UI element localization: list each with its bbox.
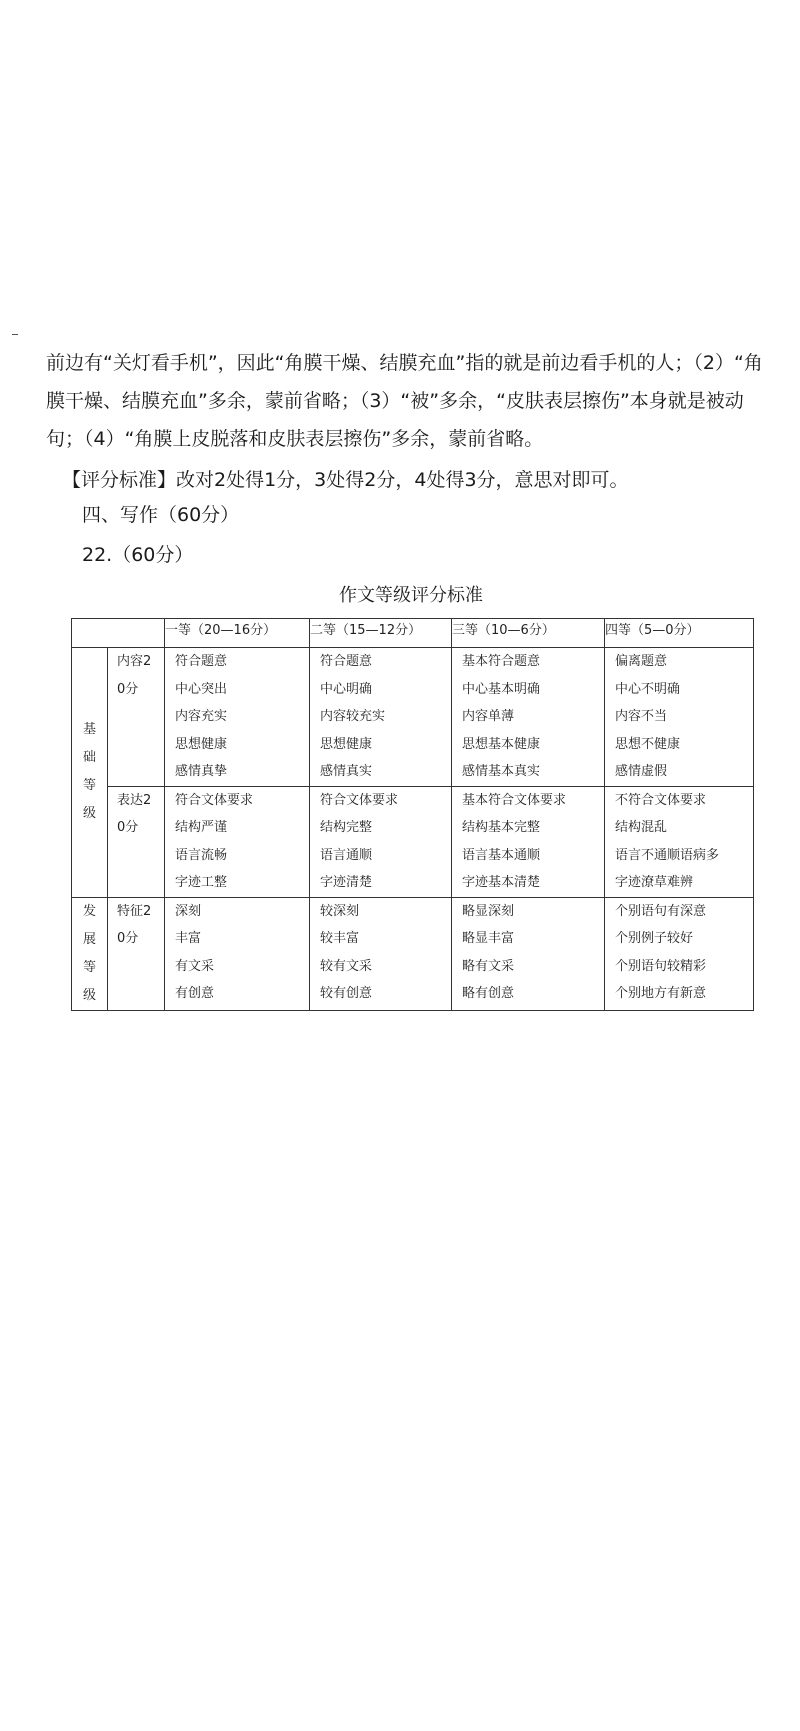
category-feature (108, 897, 165, 1010)
table-cell-line: 符合文体要求 (175, 792, 254, 808)
table-cell-line: 结构基本完整 (462, 820, 541, 835)
scoring-criteria: 【评分标准】改对2处得1分，3处得2分，4处得3分，意思对即可。 (62, 469, 629, 491)
table-cell-line: 0分 (117, 820, 139, 835)
table-cell-line: 内容2 (117, 654, 152, 669)
table-cell-line: 个别地方有新意 (615, 986, 707, 1001)
grading-table (71, 618, 754, 1011)
table-cell-line: 语言通顺 (320, 847, 373, 863)
table-cell-line: 中心明确 (320, 681, 373, 697)
table-row-expression (72, 786, 754, 897)
group-basic-level: 基 础 等 级 (72, 648, 108, 898)
category-content (108, 648, 165, 787)
table-cell-line: 感情真实 (320, 764, 373, 779)
expression-grade-3 (452, 786, 605, 897)
table-row-content (72, 648, 754, 787)
content-grade-1 (165, 648, 310, 787)
table-cell-line: 内容单薄 (462, 709, 515, 724)
feature-grade-1 (165, 897, 310, 1010)
table-cell-line: 语言基本通顺 (462, 847, 541, 863)
table-cell-line: 较有创意 (320, 986, 373, 1001)
table-cell-line: 内容充实 (175, 709, 228, 724)
table-cell-line: 不符合文体要求 (615, 792, 707, 808)
table-cell-line: 基本符合文体要求 (462, 792, 567, 808)
table-cell-line: 特征2 (117, 903, 152, 919)
table-cell-line: 中心基本明确 (462, 681, 541, 697)
table-cell-line: 字迹基本清楚 (462, 875, 541, 890)
table-cell-line: 偏离题意 (615, 654, 668, 669)
margin-mark (12, 334, 18, 335)
table-cell-line: 感情虚假 (615, 764, 668, 779)
table-cell-line: 较有文采 (320, 958, 373, 974)
table-cell-line: 中心突出 (175, 681, 228, 697)
table-title: 作文等级评分标准 (339, 585, 483, 606)
section-heading: 四、写作（60分） (82, 504, 240, 526)
table-cell-line: 略显丰富 (462, 931, 515, 946)
feature-grade-2 (310, 897, 452, 1010)
expression-grade-2 (310, 786, 452, 897)
table-cell-line: 结构完整 (320, 820, 373, 835)
table-cell-line: 字迹工整 (175, 875, 228, 890)
table-row-feature (72, 897, 754, 1010)
table-cell-line: 个别例子较好 (615, 931, 694, 946)
table-cell-line: 内容较充实 (320, 709, 386, 724)
table-cell-line: 结构混乱 (615, 820, 668, 835)
header-grade-3: 三等（10—6分） (452, 619, 605, 648)
table-cell-line: 0分 (117, 931, 139, 946)
question-number: 22.（60分） (82, 544, 194, 566)
corner-cell (72, 619, 165, 648)
table-cell-line: 思想健康 (175, 736, 228, 752)
table-cell-line: 语言不通顺语病多 (615, 847, 720, 863)
table-cell-line: 结构严谨 (175, 820, 228, 835)
header-grade-4: 四等（5—0分） (605, 619, 754, 648)
table-cell-line: 符合题意 (175, 654, 228, 669)
table-cell-line: 符合文体要求 (320, 792, 399, 808)
expression-grade-1 (165, 786, 310, 897)
table-cell-line: 字迹清楚 (320, 875, 373, 890)
table-cell-line: 基本符合题意 (462, 654, 541, 669)
table-cell-line: 略显深刻 (462, 903, 515, 919)
expression-grade-4 (605, 786, 754, 897)
table-cell-line: 略有文采 (462, 958, 515, 974)
table-cell-line: 思想健康 (320, 736, 373, 752)
feature-grade-4 (605, 897, 754, 1010)
table-cell-line: 0分 (117, 681, 139, 697)
table-cell-line: 感情基本真实 (462, 764, 541, 779)
table-cell-line: 思想不健康 (615, 736, 681, 752)
category-expression (108, 786, 165, 897)
table-cell-line: 个别语句有深意 (615, 903, 707, 919)
header-grade-2: 二等（15—12分） (310, 619, 452, 648)
table-cell-line: 丰富 (175, 931, 202, 946)
table-cell-line: 有创意 (175, 986, 215, 1001)
content-grade-4 (605, 648, 754, 787)
table-cell-line: 个别语句较精彩 (615, 958, 707, 974)
table-cell-line: 感情真挚 (175, 764, 228, 779)
table-cell-line: 语言流畅 (175, 847, 228, 863)
header-grade-1: 一等（20—16分） (165, 619, 310, 648)
table-cell-line: 中心不明确 (615, 681, 681, 697)
table-cell-line: 思想基本健康 (462, 736, 541, 752)
table-cell-line: 深刻 (175, 903, 202, 919)
table-cell-line: 字迹潦草难辨 (615, 875, 694, 890)
table-cell-line: 有文采 (175, 958, 215, 974)
table-cell-line: 略有创意 (462, 986, 515, 1001)
table-cell-line: 内容不当 (615, 709, 668, 724)
content-grade-3 (452, 648, 605, 787)
table-cell-line: 较丰富 (320, 931, 360, 946)
group-development-level: 发 展 等 级 (72, 897, 108, 1010)
feature-grade-3 (452, 897, 605, 1010)
table-cell-line: 较深刻 (320, 903, 360, 919)
answer-paragraph: 前边有“关灯看手机”，因此“角膜干燥、结膜充血”指的就是前边看手机的人；（2）“角膜干燥、结膜充血”多余，蒙前省略；（3）“被”多余，“皮肤表层擦伤”本身就是被动句；（4）“角膜上皮脱落和皮肤表层擦伤”多余，蒙前省略。 (46, 352, 763, 450)
table-header-row (72, 619, 754, 648)
content-grade-2 (310, 648, 452, 787)
table-cell-line: 符合题意 (320, 654, 373, 669)
table-cell-line: 表达2 (117, 792, 152, 808)
